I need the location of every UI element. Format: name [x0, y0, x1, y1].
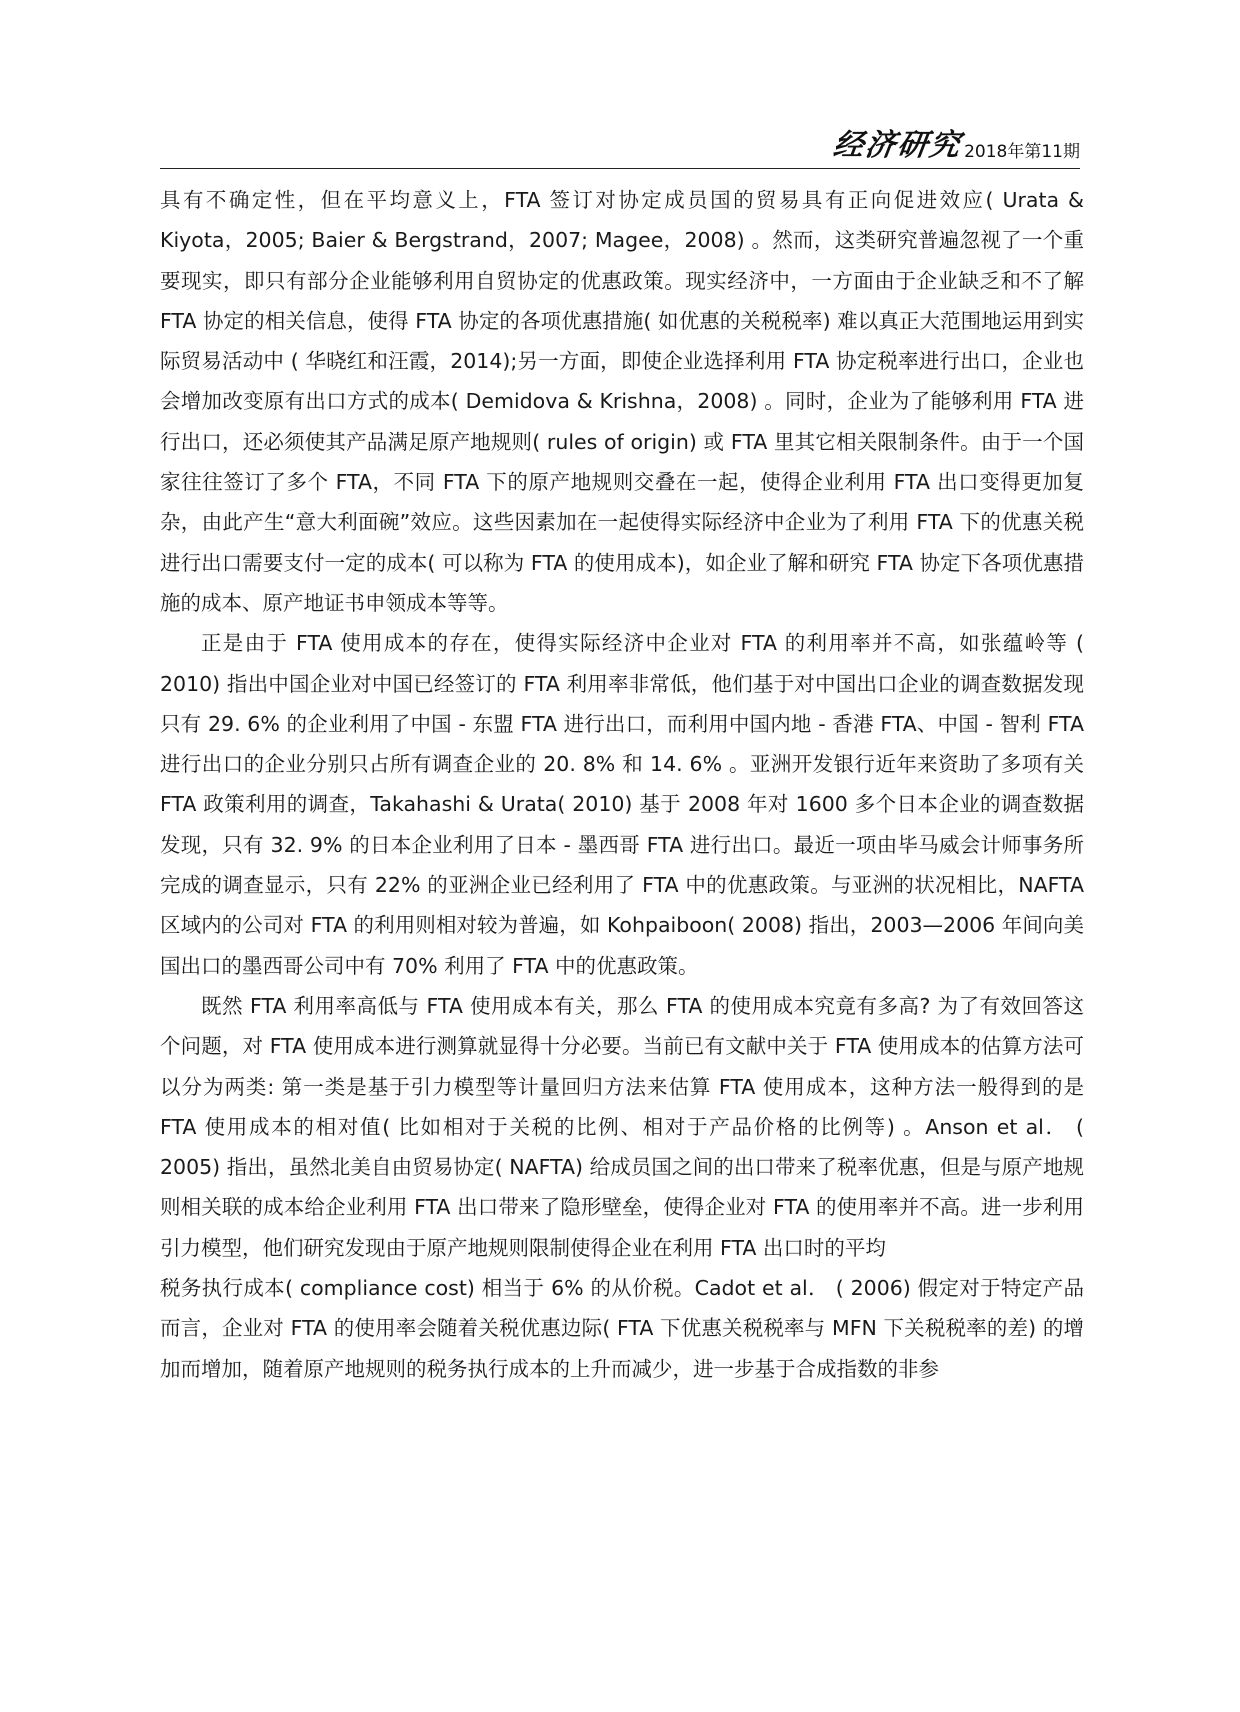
article-body — [160, 180, 1084, 1389]
paragraph-1: 具有不确定性，但在平均意义上，FTA 签订对协定成员国的贸易具有正向促进效应( Urata & Kiyota，2005; Baier & Bergstrand，2007; Magee，2008) 。然而，这类研究普遍忽视了一个重要现实，即只有部分企业能够利用自贸协定的优惠政策。现实经济中，一方面由于企业缺乏和不了解 FTA 协定的相关信息，使得 FTA 协定的各项优惠措施( 如优惠的关税税率) 难以真正大范围地运用到实际贸易活动中 ( 华晓红和汪霞，2014);另一方面，即使企业选择利用 FTA 协定税率进行出口，企业也会增加改变原有出口方式的成本( Demidova & Krishna，2008) 。同时，企业为了能够利用 FTA 进行出口，还必须使其产品满足原产地规则( rules of origin) 或 FTA 里其它相关限制条件。由于一个国家往往签订了多个 FTA，不同 FTA 下的原产地规则交叠在一起，使得企业利用 FTA 出口变得更加复杂，由此产生“意大利面碗”效应。这些因素加在一起使得实际经济中企业为了利用 FTA 下的优惠关税进行出口需要支付一定的成本( 可以称为 FTA 的使用成本)，如企业了解和研究 FTA 协定下各项优惠措施的成本、原产地证书申领成本等等。 — [160, 188, 1084, 615]
issue-number: 2018年第11期 — [964, 142, 1080, 162]
paragraph-2: 正是由于 FTA 使用成本的存在，使得实际经济中企业对 FTA 的利用率并不高，如张蕴岭等 ( 2010) 指出中国企业对中国已经签订的 FTA 利用率非常低，他们基于对中国出口企业的调查数据发现只有 29. 6% 的企业利用了中国 - 东盟 FTA 进行出口，而利用中国内地 - 香港 FTA、中国 - 智利 FTA 进行出口的企业分别只占所有调查企业的 20. 8% 和 14. 6% 。亚洲开发银行近年来资助了多项有关 FTA 政策利用的调查，Takahashi & Urata( 2010) 基于 2008 年对 1600 多个日本企业的调查数据发现，只有 32. 9% 的日本企业利用了日本 - 墨西哥 FTA 进行出口。最近一项由毕马威会计师事务所完成的调查显示，只有 22% 的亚洲企业已经利用了 FTA 中的优惠政策。与亚洲的状况相比，NAFTA 区域内的公司对 FTA 的利用则相对较为普遍，如 Kohpaiboon( 2008) 指出，2003—2006 年间向美国出口的墨西哥公司中有 70% 利用了 FTA 中的优惠政策。 — [160, 631, 1084, 978]
journal-logo: 经济研究 — [831, 128, 964, 163]
page-header — [160, 128, 1080, 169]
paragraph-4: 税务执行成本( compliance cost) 相当于 6% 的从价税。Cadot et al． ( 2006) 假定对于特定产品而言，企业对 FTA 的使用率会随着关税优惠边际( FTA 下优惠关税税率与 MFN 下关税税率的差) 的增加而增加，随着原产地规则的税务执行成本的上升而减少，进一步基于合成指数的非参 — [160, 1276, 1084, 1381]
paragraph-3: 既然 FTA 利用率高低与 FTA 使用成本有关，那么 FTA 的使用成本究竟有多高? 为了有效回答这个问题，对 FTA 使用成本进行测算就显得十分必要。当前已有文献中关于 FTA 使用成本的估算方法可以分为两类: 第一类是基于引力模型等计量回归方法来估算 FTA 使用成本，这种方法一般得到的是 FTA 使用成本的相对值( 比如相对于关税的比例、相对于产品价格的比例等) 。Anson et al． ( 2005) 指出，虽然北美自由贸易协定( NAFTA) 给成员国之间的出口带来了税率优惠，但是与原产地规则相关联的成本给企业利用 FTA 出口带来了隐形壁垒，使得企业对 FTA 的使用率并不高。进一步利用引力模型，他们研究发现由于原产地规则限制使得企业在利用 FTA 出口时的平均 — [160, 993, 1084, 1260]
